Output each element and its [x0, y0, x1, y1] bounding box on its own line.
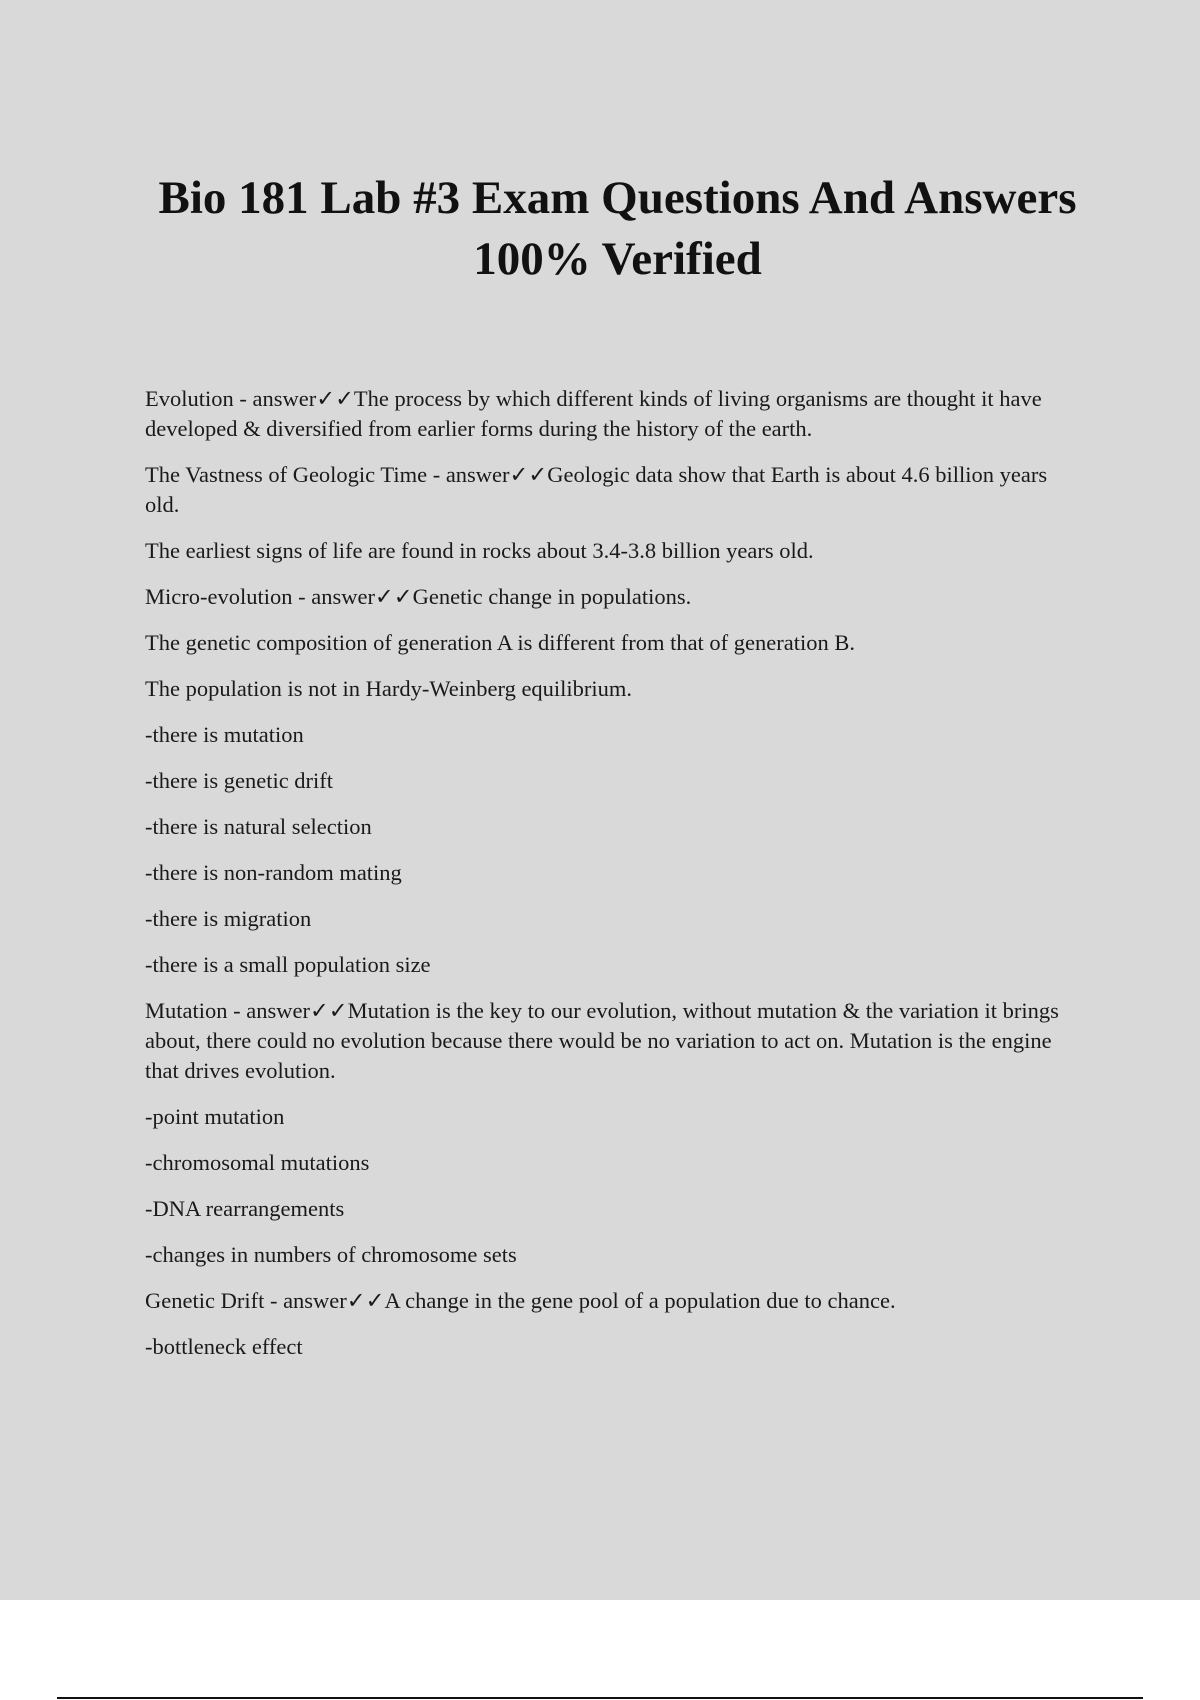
list-item: -there is migration	[145, 906, 312, 931]
footer-divider	[57, 1697, 1143, 1699]
paragraph-earliest-life: The earliest signs of life are found in rocks about 3.4-3.8 billion years old.	[145, 538, 814, 563]
paragraph-evolution: Evolution - answer✓✓The process by which different kinds of living organisms are thought it have developed & diversified from earlier forms during the history of the earth.	[145, 386, 1042, 441]
list-item: -DNA rearrangements	[145, 1196, 345, 1221]
list-item: -bottleneck effect	[145, 1334, 303, 1359]
document-title: Bio 181 Lab #3 Exam Questions And Answers 100% Verified	[158, 172, 1077, 285]
paragraph-genetic-drift: Genetic Drift - answer✓✓A change in the gene pool of a population due to chance.	[145, 1288, 896, 1313]
list-item: -chromosomal mutations	[145, 1150, 370, 1175]
paragraph-mutation: Mutation - answer✓✓Mutation is the key to our evolution, without mutation & the variation it brings about, there could no evolution because there would be no variation to act on. Mutation is the engine that drives evolution.	[145, 998, 1059, 1083]
paragraph-geologic-time: The Vastness of Geologic Time - answer✓✓Geologic data show that Earth is about 4.6 billion years old.	[145, 462, 1048, 517]
paragraph-hardy-weinberg: The population is not in Hardy-Weinberg equilibrium.	[145, 676, 633, 701]
list-item: -there is non-random mating	[145, 860, 402, 885]
list-item: -changes in numbers of chromosome sets	[145, 1242, 517, 1267]
list-item: -point mutation	[145, 1104, 285, 1129]
paragraph-genetic-composition: The genetic composition of generation A is different from that of generation B.	[145, 630, 856, 655]
list-item: -there is genetic drift	[145, 768, 334, 793]
document-body	[145, 384, 1085, 1378]
list-item: -there is a small population size	[145, 952, 431, 977]
list-item: -there is natural selection	[145, 814, 372, 839]
paragraph-micro-evolution: Micro-evolution - answer✓✓Genetic change in populations.	[145, 584, 692, 609]
list-item: -there is mutation	[145, 722, 304, 747]
